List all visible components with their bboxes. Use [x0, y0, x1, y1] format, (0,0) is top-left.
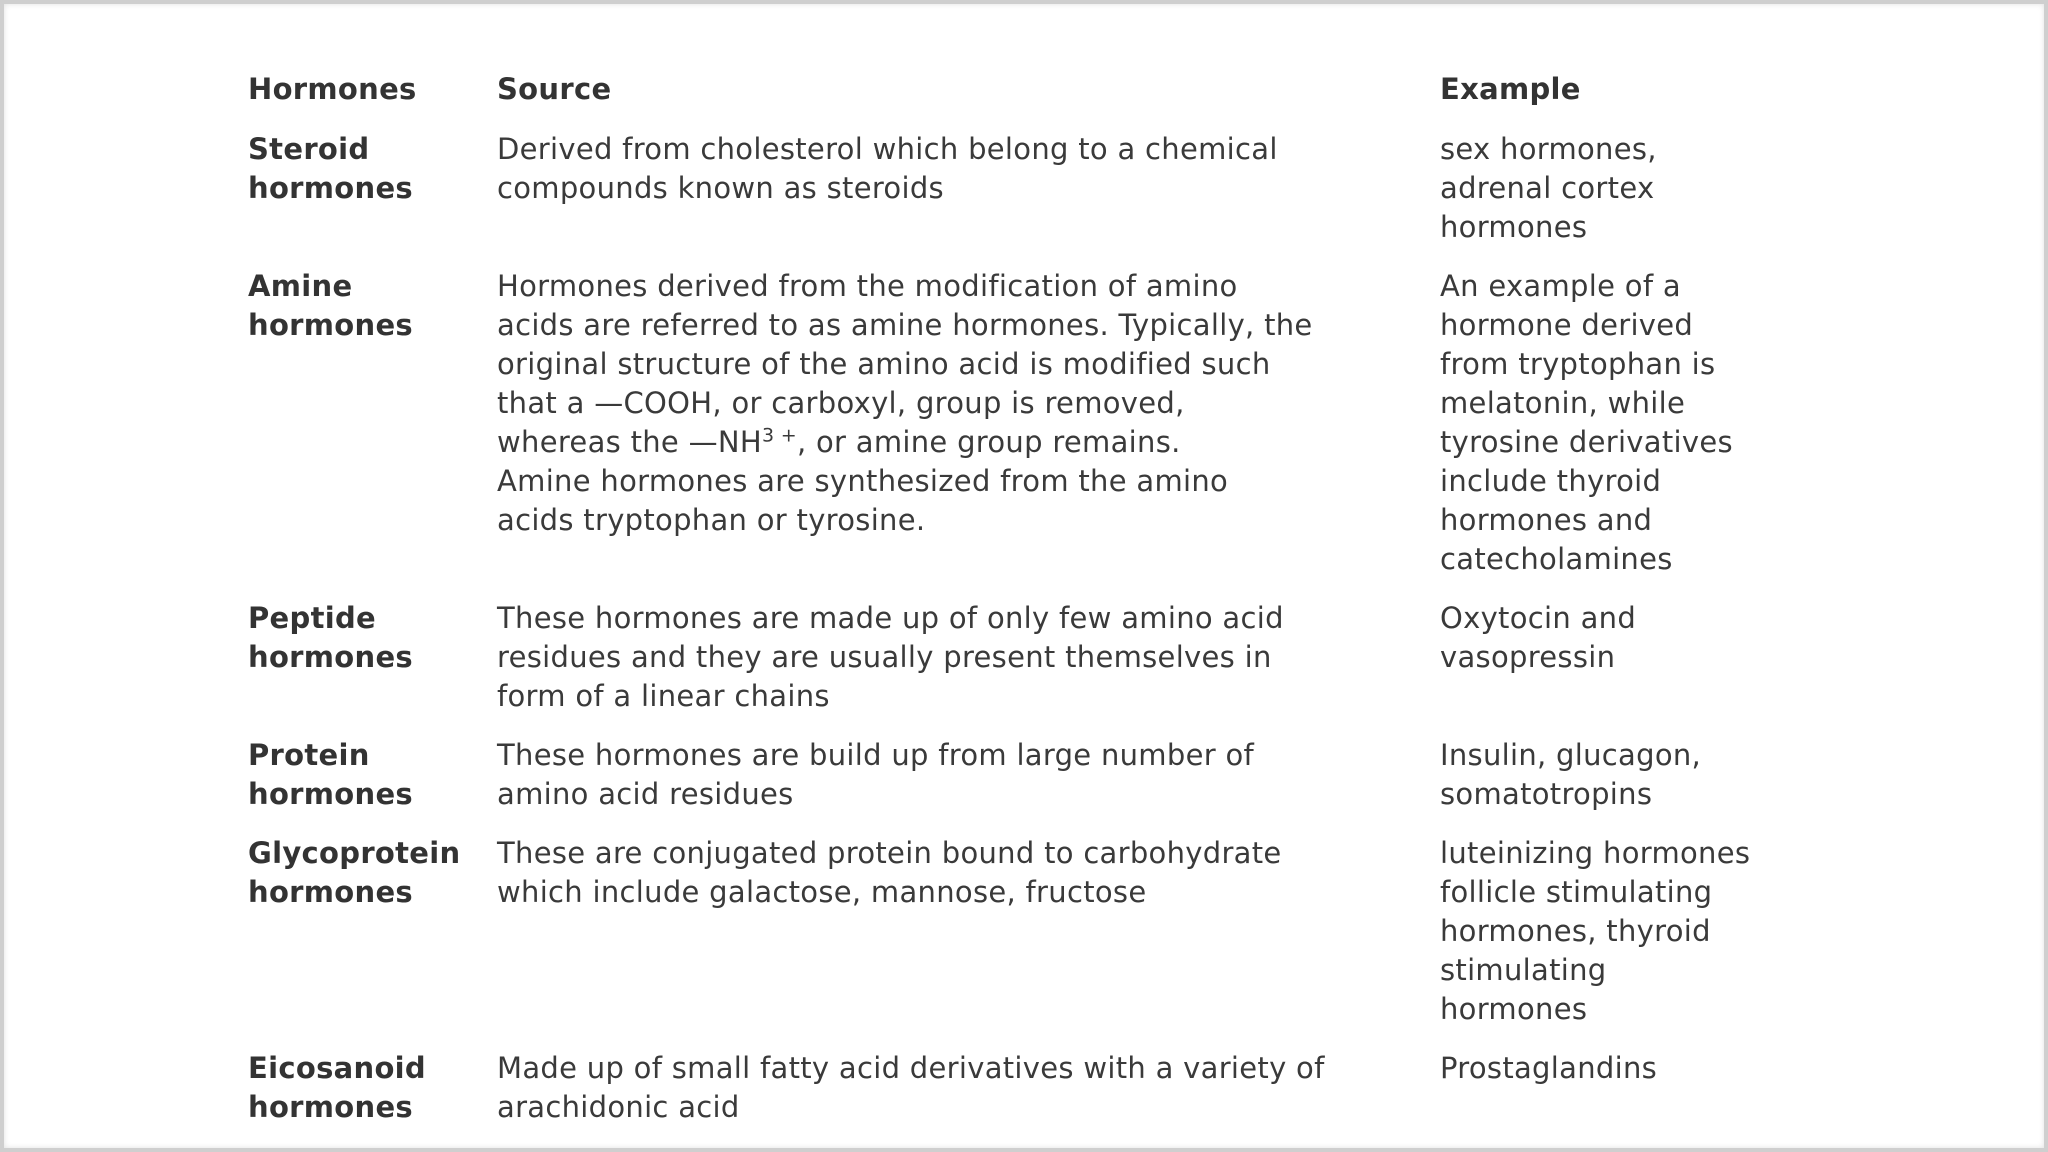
example-cell: [1440, 736, 1808, 814]
cell-line: An example of a: [1440, 269, 1681, 303]
source-cell: [497, 736, 1440, 814]
cell-line: hormones: [248, 640, 413, 674]
hormone-cell: [248, 130, 497, 208]
cell-line: include thyroid: [1440, 464, 1662, 498]
cell-line: Insulin, glucagon,: [1440, 738, 1702, 772]
example-cell: [1440, 130, 1808, 247]
cell-line: stimulating: [1440, 953, 1607, 987]
example-cell: [1440, 834, 1808, 1029]
cell-line: hormones and: [1440, 503, 1653, 537]
cell-line: hormones, thyroid: [1440, 914, 1711, 948]
cell-line: residues and they are usually present themselves in: [497, 640, 1272, 674]
cell-line: [497, 423, 1440, 462]
cell-line: which include galactose, mannose, fructose: [497, 875, 1147, 909]
cell-line: from tryptophan is: [1440, 347, 1716, 381]
cell-line: compounds known as steroids: [497, 171, 944, 205]
source-cell: [497, 834, 1440, 912]
cell-line: Steroid: [248, 132, 370, 166]
cell-line: hormones: [1440, 992, 1588, 1026]
example-cell: [1440, 267, 1808, 579]
cell-line: Protein: [248, 738, 370, 772]
cell-line: sex hormones,: [1440, 132, 1657, 166]
cell-line: vasopressin: [1440, 640, 1616, 674]
hormone-cell: [248, 834, 497, 912]
cell-line: Eicosanoid: [248, 1051, 426, 1085]
cell-line: melatonin, while: [1440, 386, 1686, 420]
source-cell: [497, 267, 1440, 540]
cell-line: form of a linear chains: [497, 679, 830, 713]
superscript: 3 +: [761, 424, 797, 447]
cell-text: , or amine group remains.: [796, 425, 1181, 459]
cell-line: hormones: [248, 777, 413, 811]
cell-line: amino acid residues: [497, 777, 794, 811]
table-row-steroid: [248, 130, 1808, 247]
table-row-amine: [248, 267, 1808, 579]
cell-line: Prostaglandins: [1440, 1051, 1658, 1085]
cell-line: hormone derived: [1440, 308, 1694, 342]
cell-line: These hormones are made up of only few amino acid: [497, 601, 1284, 635]
header-hormones: Hormones: [248, 72, 417, 106]
cell-line: hormones: [1440, 210, 1588, 244]
hormone-cell: [248, 736, 497, 814]
cell-text: whereas the —NH: [497, 425, 762, 459]
cell-line: that a —COOH, or carboxyl, group is removed,: [497, 386, 1185, 420]
cell-line: hormones: [248, 875, 413, 909]
cell-line: adrenal cortex: [1440, 171, 1655, 205]
hormones-table: [248, 70, 1808, 1147]
table-row-protein: [248, 736, 1808, 814]
source-cell: [497, 1049, 1440, 1127]
table-row-peptide: [248, 599, 1808, 716]
cell-line: Oxytocin and: [1440, 601, 1637, 635]
cell-line: original structure of the amino acid is modified such: [497, 347, 1271, 381]
hormone-cell: [248, 1049, 497, 1127]
cell-line: hormones: [248, 171, 413, 205]
example-cell: [1440, 1049, 1808, 1088]
cell-line: These hormones are build up from large number of: [497, 738, 1255, 772]
cell-line: Amine hormones are synthesized from the amino: [497, 464, 1229, 498]
header-source: Source: [497, 72, 612, 106]
header-example: Example: [1440, 72, 1581, 106]
cell-line: acids tryptophan or tyrosine.: [497, 503, 926, 537]
table-header-row: [248, 70, 1808, 109]
cell-line: Glycoprotein: [248, 836, 461, 870]
cell-line: hormones: [248, 1090, 413, 1124]
cell-line: Peptide: [248, 601, 377, 635]
cell-line: follicle stimulating: [1440, 875, 1713, 909]
cell-line: These are conjugated protein bound to carbohydrate: [497, 836, 1282, 870]
table-row-eicosanoid: [248, 1049, 1808, 1127]
source-cell: [497, 130, 1440, 208]
hormone-cell: [248, 267, 497, 345]
cell-line: acids are referred to as amine hormones. Typically, the: [497, 308, 1313, 342]
cell-line: somatotropins: [1440, 777, 1653, 811]
cell-line: Amine: [248, 269, 353, 303]
cell-line: tyrosine derivatives: [1440, 425, 1733, 459]
cell-line: Derived from cholesterol which belong to a chemical: [497, 132, 1278, 166]
hormone-cell: [248, 599, 497, 677]
table-row-glycoprotein: [248, 834, 1808, 1029]
cell-line: luteinizing hormones: [1440, 836, 1751, 870]
example-cell: [1440, 599, 1808, 677]
source-cell: [497, 599, 1440, 716]
cell-line: Made up of small fatty acid derivatives with a variety of: [497, 1051, 1325, 1085]
cell-line: Hormones derived from the modification of amino: [497, 269, 1238, 303]
cell-line: hormones: [248, 308, 413, 342]
cell-line: arachidonic acid: [497, 1090, 740, 1124]
cell-line: catecholamines: [1440, 542, 1673, 576]
